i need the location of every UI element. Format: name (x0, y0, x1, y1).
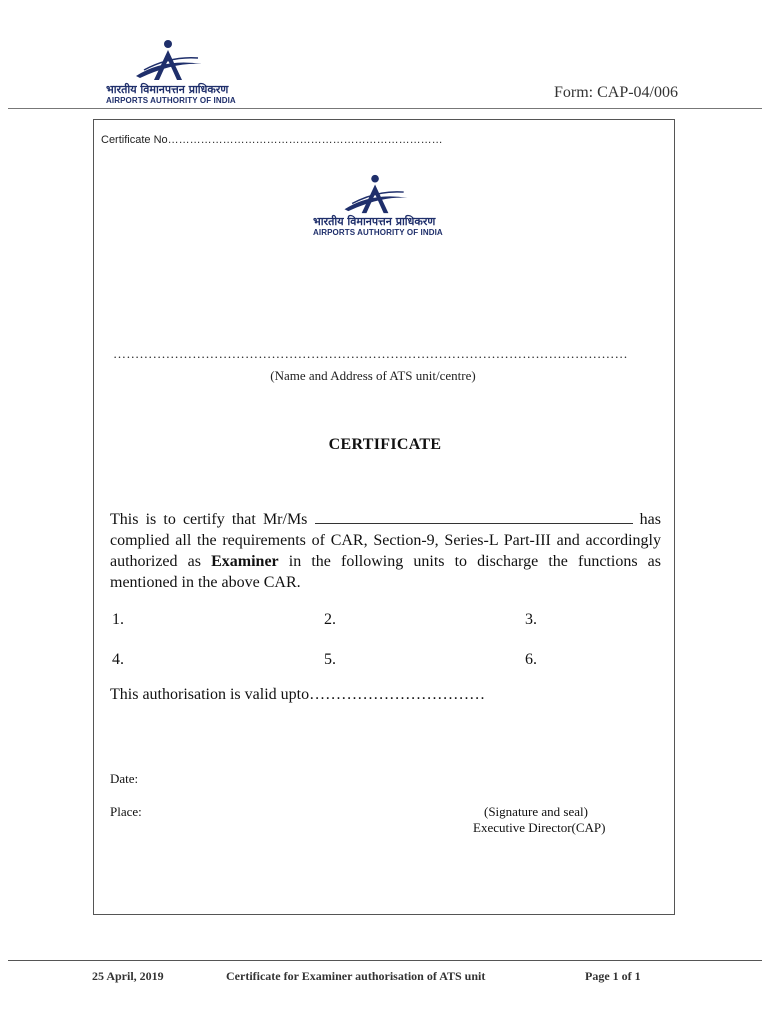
certificate-title: CERTIFICATE (328, 436, 442, 453)
unit-item-1: 1. (112, 611, 124, 628)
aai-logo-certificate (313, 173, 463, 241)
statement-middle: has complied all the requirements of CAR, Section-9, Series-L Part-III and accordingly authorized as (110, 511, 662, 570)
statement-end: in the following units to discharge the functions as mentioned in the above CAR. (110, 553, 661, 591)
place-label: Place: (110, 804, 142, 819)
unit-name-field[interactable]: ……………………………………………………………………………………………………… (113, 346, 628, 361)
certificate-number-field[interactable]: Certificate No………………………………………………………………… (101, 134, 443, 146)
unit-item-2: 2. (324, 611, 336, 628)
footer-divider (8, 960, 762, 961)
unit-item-3: 3. (525, 611, 537, 628)
aai-emblem-icon (134, 38, 204, 82)
aai-logo-header (106, 38, 246, 104)
form-number: Form: CAP-04/006 (553, 84, 678, 101)
person-name-field[interactable] (315, 509, 633, 524)
statement-intro: This is to certify that Mr/Ms (110, 511, 315, 528)
logo-hindi-text: भारतीय विमानपत्तन प्राधिकरण (313, 215, 436, 228)
unit-name-caption-text: (Name and Address of ATS unit/centre) (270, 368, 476, 383)
date-label: Date: (110, 771, 139, 786)
unit-name-caption (0, 368, 770, 384)
unit-item-5: 5. (324, 651, 336, 668)
validity-statement: This authorisation is valid upto…………………………… (110, 686, 486, 703)
unit-item-6: 6. (525, 651, 537, 668)
logo-english-text: AIRPORTS AUTHORITY OF INDIA (313, 228, 443, 237)
unit-item-4: 4. (112, 651, 124, 668)
footer-title: Certificate for Examiner authorisation of ATS unit (226, 969, 486, 983)
signatory-title: Executive Director(CAP) (473, 820, 606, 835)
certification-statement (110, 509, 661, 593)
header-divider (8, 108, 762, 109)
logo-english-text: AIRPORTS AUTHORITY OF INDIA (106, 96, 236, 105)
footer-page-number: Page 1 of 1 (585, 969, 641, 983)
footer-date: 25 April, 2019 (92, 969, 164, 983)
aai-emblem-icon (341, 173, 411, 215)
signature-caption: (Signature and seal) (484, 804, 588, 819)
logo-hindi-text: भारतीय विमानपत्तन प्राधिकरण (106, 83, 229, 96)
statement-role: Examiner (211, 553, 279, 570)
